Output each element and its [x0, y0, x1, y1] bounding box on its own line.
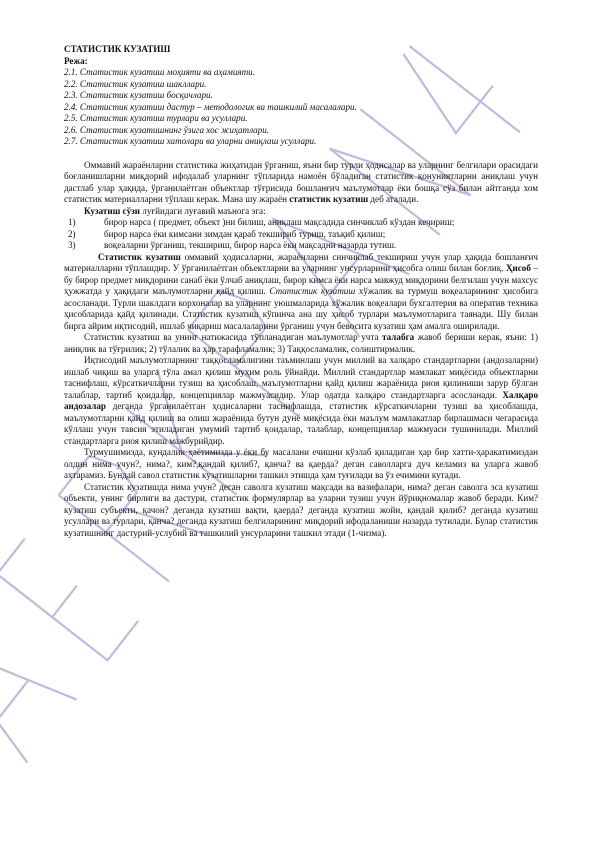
list-text: бирор нарса ( предмет, объект )ни билиш, аниқлаш мақсадида синчиклаб кўздан кечириш; — [104, 217, 455, 227]
list-number: 1) — [68, 217, 76, 227]
list-number: 3) — [68, 240, 76, 250]
paragraph-definition — [64, 252, 538, 333]
text-run: Статистик кузатиш ва унинг натижасида тўпланадиган маълумотлар учта — [84, 332, 383, 342]
plan-item: 2.4. Статистик кузатиш дастур – методологик ва ташкилий масалалари. — [64, 101, 357, 112]
paragraph-intro — [64, 160, 538, 206]
text-run: деб аталади. — [368, 194, 419, 204]
list-number: 2) — [68, 228, 76, 239]
term-requirement: талабга — [382, 332, 415, 342]
paragraph-questions: Турмушимизда, кундалик ҳаётимизда у ёки бу масалани ечишни кўзлаб қиладиган ҳар бир хатти-ҳаракатимиздан олдин нима учун?, нима?, ким?,қандай қилиб?, қанча? ва қаерда? деган саволларга дуч келамиз ва уларга жавоб ахтарамиз. Бундай савол статистик кузатишларни ташкил этишда ҳам туғилади ва ўз ечимини кутади. — [64, 447, 538, 480]
term-account: Ҳисоб — [505, 263, 531, 273]
paragraph-word-meaning — [64, 206, 538, 218]
plan-item: 2.1. Статистик кузатиш моҳияти ва аҳамияти. — [64, 67, 255, 77]
meanings-list — [64, 217, 538, 252]
document-title: СТАТИСТИК КУЗАТИШ — [64, 44, 171, 54]
term-international-standards: Халқаро андозалар — [64, 389, 538, 411]
plan-label: Режа: — [64, 55, 88, 66]
paragraph-standards — [64, 355, 538, 447]
text-run: – бу бирор предмет миқдорини санаб ёки ўлчаб аниқлаш, бирор кимса ёки нарса мавжуд миқдорини белгилаш учун махсус ҳужжатда у ҳақидаги маълумотларни қайд қилиш. — [64, 263, 538, 296]
text-run: Иқтисодий маълумотларнинг таққосламалигини таъминлаш учун миллий ва халқаро стандартларни (андозаларни) ишлаб чиқиш ва уларга тўла амал қилиш муҳим роль ўйнайди. Миллий стандартлар мамлакат миқёсида объектларни таснифлаш, кўрсаткичларни тузиш ва ҳисоблаш, маълумотларни қайд қилиш жараёнида риоя қилиниши зарур бўлган талаблар, тартиб қоидалар, концепциялар мажмуасидир. Улар одатда халқаро стандартларга асосланади. — [64, 355, 538, 400]
term-italic: Статистик кузатиш — [269, 286, 356, 296]
text-run: Оммавий жараёнларни статистика жиҳатидан ўрганиш, яъни бир турли ҳодисалар ва уларнинг белгилари орасидаги боғланишларни миқдорий ифодалаб уларнинг тўпларида намоён бўладиган статистик қонуниятларни аниқлаш учун дастлаб улар ҳақида, ўрганилаётган объектлар тўғрисида бошланғич маълумотлар ёки бошқа сўз билан айтганда хом статистик материалларни тўплаш керак. Мана шу жараён — [64, 159, 538, 204]
plan-item: 2.6. Статистик кузатишнинг ўзига хос жиҳатлари. — [64, 124, 270, 135]
list-text: воқеаларни ўрганиш, текшириш, бирор нарса ёки мақсадни назарда тутиш. — [104, 240, 397, 250]
paragraph-requirements — [64, 332, 538, 355]
term-statistical-observation: Статистик кузатиш — [98, 251, 181, 262]
text-run: луғйидаги луғавий маънога эга: — [140, 205, 266, 216]
text-run: деганда ўрганилаётган ҳодисаларни таснифлашда, статистик кўрсаткичларни тузиш ва ҳисоблашда, маълумотларни қайд қилиш ва олиш жараёнида бутун дунё миқёсида ёки маълум мамлакатлар бирлашмаси чегарасида кўллаш учун тавсия этиладиган умумий тартиб қоидалар, талаблар, концепциялар мажмуаси тушинилади. Миллий стандартларга риоя қилиш мажбурийдир. — [64, 401, 538, 446]
term-observation-word: Кузатиш сўзи — [84, 205, 141, 216]
plan-item: 2.3. Статистик кузатиш босқичлари. — [64, 90, 213, 100]
text-run: жавоб бериши керак, яъни: 1) аниқлик ва тўғрилик; 2) тўлалик ва ҳар тарафламалик; 3) Таққосламалик, солиштирмалик. — [64, 332, 539, 354]
text-run: хўжалик ва турмуш воқеаларининг ҳисобига асосланади. Турли шаклдаги корхоналар ва уларнинг уюшмаларида хўжалик воқеалари бухгалтерия ва оператив техника ҳисобларида қайд қилинади. Статистик кузатиш кўпинча ана шу ҳисоб турлари маълумотларига таянади. Шу билан бирга айрим иқтисодий, ишлаб чиқариш масалаларини ўрганиш учун бевосита кузатиш ҳам амалга оширилади. — [64, 286, 538, 331]
plan-item: 2.5. Статистик кузатиш турлари ва усуллари. — [64, 113, 248, 123]
term-statistical-observation: статистик кузатиш — [289, 194, 369, 204]
list-item — [64, 217, 538, 229]
text-run: оммавий ҳодисаларни, жараёнларни синчиклаб текшириш учун улар ҳақида бошланғич материалларни тўплашдир. У ўрганилаётган объектларни ва уларнинг унсурларини ҳисобга олиш билан боғлиқ. — [64, 251, 538, 273]
paragraph-observation-elements: Статистик кузатишда нима учун? деган саволга кузатиш мақсади ва вазифалари, нима? деган саволга эса кузатиш объекти, унинг бирлиги ва дастури, статистик формулярлар ва уларни тузиш учун йўриқномалар жавоб беради. Ким? кузатиш субъекти, қачон? деганда кузатиш вақти, қаерда? деганда кузатиш жойи, қандай қилиб? деганда кузатиш усуллари ва турлари, қанча? деганда кузатиш белгиларининг миқдорий ифодаланиши назарда тутилади. Булар статистик кузатишнинг дастурий-услубий ва ташкилий унсурларини ташкил этади (1-чизма). — [64, 481, 538, 538]
list-item — [64, 240, 538, 252]
plan-item: 2.7. Статистик кузатиш хатолари ва уларни аниқлаш усуллари. — [64, 136, 317, 146]
plan-list — [64, 67, 538, 148]
document-page — [64, 44, 538, 539]
list-item — [64, 229, 538, 241]
list-text: бирор нарса ёки кимсани зимдан қараб текшириб туриш, таъқиб қилиш; — [104, 228, 386, 239]
plan-item: 2.2. Статистик кузатиш шакллари. — [64, 78, 207, 89]
